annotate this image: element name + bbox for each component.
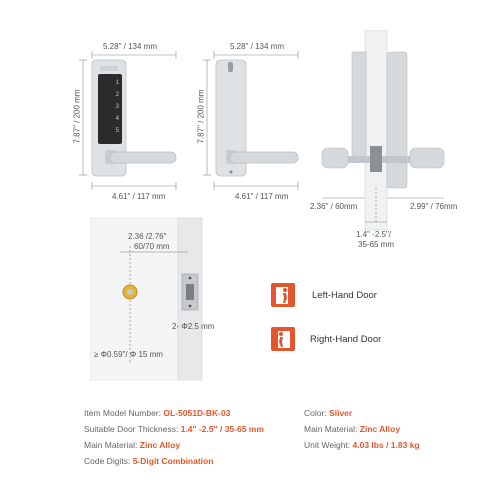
- specs-panel: [74, 402, 436, 470]
- spec-material-value: Zinc Alloy: [139, 440, 181, 450]
- spec-weight-label: Unit Weight:: [304, 440, 351, 450]
- back-height-label: 7.87" / 200 mm: [196, 89, 206, 144]
- spec-color-value: Sliver: [329, 408, 353, 418]
- keypad-keys: [103, 80, 119, 140]
- spec-thickness-value: 1.4" -2.5" / 35-65 mm: [180, 424, 264, 434]
- keypad-key[interactable]: 4: [115, 116, 119, 122]
- spec-weight-value: 4.03 lbs / 1.83 kg: [352, 440, 420, 450]
- spec-thickness: [84, 424, 264, 434]
- right-hand-door-icon: [270, 326, 296, 352]
- front-width-label: 5.28" / 134 mm: [103, 42, 157, 51]
- spec-material-2: [304, 424, 400, 434]
- spec-material-2-value: Zinc Alloy: [359, 424, 401, 434]
- spec-color-label: Color:: [304, 408, 327, 418]
- spec-material-label: Main Material:: [84, 440, 138, 450]
- spec-weight: [304, 440, 420, 450]
- spec-digits: [84, 456, 213, 466]
- front-lever-label: 4.61" / 117 mm: [112, 192, 166, 201]
- backset-label-1: 2.36 /2.76": [128, 232, 167, 241]
- install-diagram: [90, 212, 230, 384]
- spec-model: [84, 408, 230, 418]
- backset-label-2: 60/70 mm: [134, 242, 170, 251]
- screw-hole-label: 2- Φ2.5 mm: [172, 322, 215, 331]
- back-lever-label: 4.61" / 117 mm: [235, 192, 289, 201]
- right-hand-door: [270, 326, 400, 354]
- keypad-key[interactable]: 5: [115, 128, 119, 134]
- spec-digits-value: 5-Digit Combination: [132, 456, 214, 466]
- door-thickness-label-1: 1.4" -2.5"/: [356, 230, 392, 239]
- door-thickness-label-2: 35-65 mm: [358, 240, 395, 249]
- spec-model-value: OL-5051D-BK-03: [163, 408, 231, 418]
- front-view: [0, 0, 200, 210]
- side-left-label: 2.36" / 60mm: [310, 202, 358, 211]
- spec-digits-label: Code Digits:: [84, 456, 131, 466]
- spec-material-2-label: Main Material:: [304, 424, 358, 434]
- spec-material: [84, 440, 180, 450]
- right-hand-door-label: Right-Hand Door: [310, 334, 382, 345]
- back-width-label: 5.28" / 134 mm: [230, 42, 284, 51]
- spec-thickness-label: Suitable Door Thickness:: [84, 424, 179, 434]
- side-view: [310, 30, 500, 260]
- front-height-label: 7.87" / 200 mm: [72, 89, 82, 144]
- back-view: [190, 0, 320, 210]
- keypad-key[interactable]: 1: [115, 80, 119, 86]
- left-hand-door: [270, 282, 390, 310]
- spec-color: [304, 408, 352, 418]
- side-view-drawing: [310, 30, 500, 260]
- back-view-drawing: [190, 0, 320, 210]
- left-hand-door-icon: [270, 282, 296, 308]
- spec-model-label: Item Model Number:: [84, 408, 161, 418]
- left-hand-door-label: Left-Hand Door: [312, 290, 377, 301]
- bore-label: ≥ Φ0.59"/ Φ 15 mm: [94, 350, 163, 359]
- front-view-drawing: [0, 0, 200, 210]
- side-right-label: 2.99" / 76mm: [410, 202, 458, 211]
- keypad-key[interactable]: 2: [115, 92, 119, 98]
- keypad-key[interactable]: 3: [115, 104, 119, 110]
